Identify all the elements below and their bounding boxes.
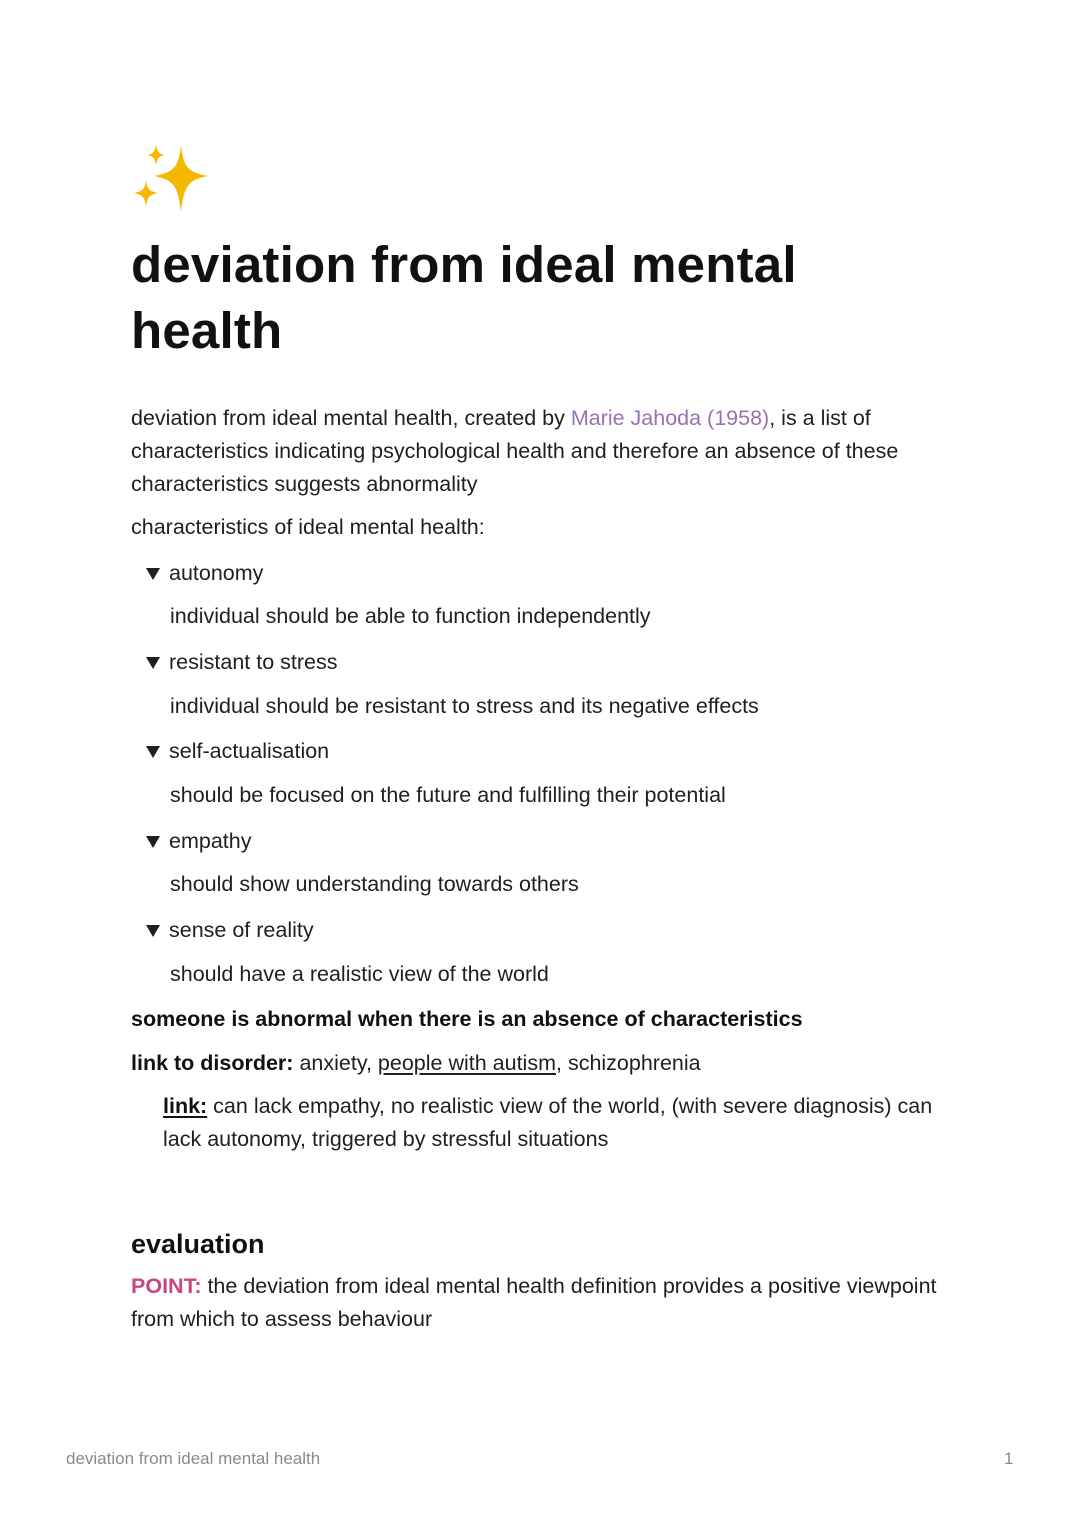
toggle-detail: should be focused on the future and fulfilling their potential xyxy=(170,783,726,807)
people-with-autism-link[interactable]: people with autism xyxy=(377,1051,556,1075)
toggle-title: empathy xyxy=(169,829,252,853)
toggle-title: sense of reality xyxy=(169,918,314,942)
intro-paragraph xyxy=(131,402,921,501)
link-detail-paragraph xyxy=(163,1090,963,1156)
page-number: 1 xyxy=(1004,1449,1014,1468)
toggle-triangle-icon[interactable] xyxy=(146,925,160,937)
intro-text-start: deviation from ideal mental health, created by xyxy=(131,406,571,430)
citation-marie-jahoda: Marie Jahoda (1958) xyxy=(570,406,770,430)
toggle-triangle-icon[interactable] xyxy=(146,568,160,580)
toggle-detail: individual should be resistant to stress and its negative effects xyxy=(170,694,759,718)
toggle-detail: individual should be able to function independently xyxy=(170,604,651,628)
evaluation-point xyxy=(131,1270,961,1336)
toggle-title: resistant to stress xyxy=(169,650,338,674)
summary-statement: someone is abnormal when there is an absence of characteristics xyxy=(131,1007,803,1031)
characteristics-heading: characteristics of ideal mental health: xyxy=(131,515,485,539)
toggle-detail: should have a realistic view of the world xyxy=(170,962,549,986)
intro-text-end: , is a list of characteristics indicating psychological health and therefore an absence of these characteristics suggests abnormality xyxy=(131,406,899,496)
point-text: the deviation from ideal mental health definition provides a positive viewpoint from which to assess behaviour xyxy=(131,1274,937,1331)
link-to-disorder-label: link to disorder: xyxy=(131,1051,294,1075)
toggle-triangle-icon[interactable] xyxy=(146,746,160,758)
footer-title: deviation from ideal mental health xyxy=(66,1449,321,1468)
link-to-disorder-text: anxiety, xyxy=(293,1051,378,1075)
sparkles-icon xyxy=(132,142,212,218)
toggle-title: self-actualisation xyxy=(169,739,330,763)
toggle-triangle-icon[interactable] xyxy=(146,657,160,669)
link-to-disorder-line xyxy=(131,1047,701,1080)
page-title: deviation from ideal mental health xyxy=(131,236,797,359)
link-detail-text: can lack empathy, no realistic view of the world, (with severe diagnosis) can lack autonomy, triggered by stressful situations xyxy=(163,1094,933,1151)
toggle-title: autonomy xyxy=(169,561,264,585)
toggle-triangle-icon[interactable] xyxy=(146,836,160,848)
link-label[interactable]: link: xyxy=(163,1094,208,1118)
toggle-detail: should show understanding towards others xyxy=(170,872,579,896)
point-label: POINT: xyxy=(131,1274,202,1298)
link-to-disorder-text-end: , schizophrenia xyxy=(556,1051,701,1075)
evaluation-heading: evaluation xyxy=(131,1229,265,1259)
